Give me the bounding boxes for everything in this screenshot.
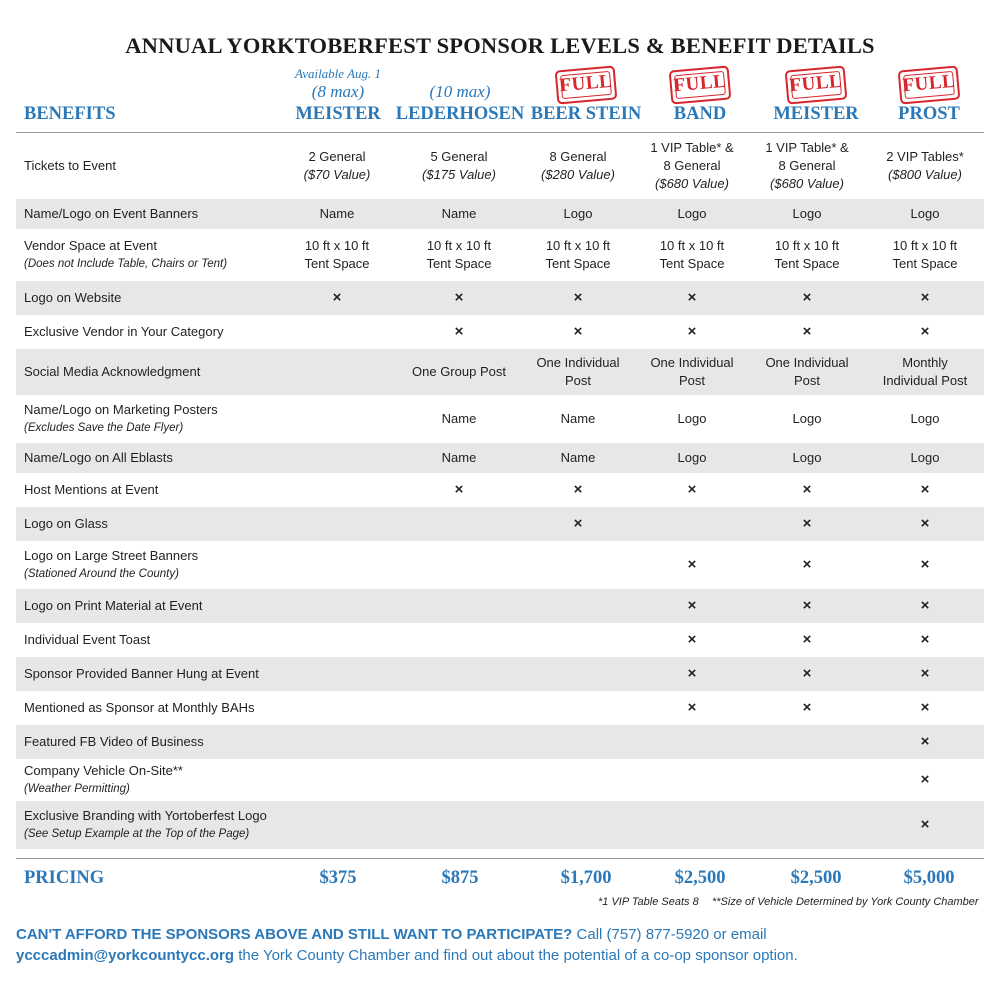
benefit-cell [398,349,520,395]
benefit-note: (Does not Include Table, Chairs or Tent) [24,258,228,270]
level-header [395,62,525,132]
cell-text: One Individual [765,355,849,370]
cell-text: 8 General [778,158,836,173]
cell-text: Logo [910,206,940,221]
check-x-icon: × [454,289,464,306]
cell-text: Name [441,450,477,465]
full-stamp: FULL [898,65,961,104]
cell-text: 8 General [549,149,607,164]
max-sponsors-note: (10 max) [429,82,491,101]
benefit-cell [520,133,636,199]
benefit-cell [636,443,748,473]
benefit-row [16,589,984,623]
benefits-header: BENEFITS [24,104,116,124]
cell-text: Name [319,206,355,221]
cell-text: Logo [677,206,707,221]
benefit-cell [636,281,748,315]
cell-text: ($280 Value) [541,167,615,182]
level-price: $875 [441,868,479,888]
benefit-row [16,691,984,725]
benefit-cell [748,395,866,443]
benefit-cell [636,507,748,541]
benefit-cell [276,657,398,691]
cell-text: Logo [792,206,822,221]
check-x-icon: × [802,665,812,682]
cell-text: Individual Post [882,373,968,388]
benefit-note: (Weather Permitting) [24,783,130,795]
check-x-icon: × [920,515,930,532]
level-name: LEDERHOSEN [395,104,525,124]
benefit-cell [520,657,636,691]
benefit-cell [398,473,520,507]
benefit-cell [866,315,984,349]
benefit-label [16,623,276,657]
benefit-name: Featured FB Video of Business [24,734,204,749]
benefit-cell [520,691,636,725]
check-x-icon: × [802,481,812,498]
check-x-icon: × [687,699,697,716]
cell-text: 1 VIP Table* & [765,140,849,155]
cell-text: Logo [563,206,593,221]
benefit-label [16,395,276,443]
check-x-icon: × [802,515,812,532]
benefit-cell [636,395,748,443]
cell-text: Name [441,411,477,426]
pricing-divider [16,858,984,859]
benefit-cell [748,759,866,801]
benefit-cell [748,657,866,691]
benefit-cell [520,589,636,623]
benefit-cell [636,657,748,691]
check-x-icon: × [687,481,697,498]
benefit-label [16,443,276,473]
benefit-cell [276,541,398,589]
max-sponsors-note: (8 max) [311,82,365,101]
check-x-icon: × [573,289,583,306]
benefit-row [16,133,984,199]
benefit-cell [636,349,748,395]
benefit-label [16,759,276,801]
benefit-cell [520,541,636,589]
benefit-cell [748,133,866,199]
benefit-cell [276,443,398,473]
check-x-icon: × [802,289,812,306]
benefit-label [16,229,276,281]
benefit-cell [276,349,398,395]
cell-text: ($800 Value) [888,167,962,182]
check-x-icon: × [920,816,930,833]
benefit-cell [398,541,520,589]
benefit-cell [520,315,636,349]
benefit-cell [748,281,866,315]
check-x-icon: × [573,323,583,340]
email-link[interactable]: ycccadmin@yorkcountycc.org [16,947,235,964]
benefit-cell [748,473,866,507]
benefit-cell [520,199,636,229]
footnote-vip-table: *1 VIP Table Seats 8 [598,896,699,908]
benefit-cell [520,229,636,281]
benefit-cell [276,229,398,281]
benefit-cell [636,759,748,801]
benefit-cell [748,507,866,541]
benefit-cell [866,541,984,589]
callout-text-1: Call (757) 877-5920 or email [572,926,767,943]
check-x-icon: × [920,289,930,306]
benefit-note: (Excludes Save the Date Flyer) [24,422,184,434]
benefit-cell [866,507,984,541]
check-x-icon: × [802,556,812,573]
benefit-cell [276,725,398,759]
benefit-name: Logo on Print Material at Event [24,598,203,613]
level-name: PROST [898,104,960,124]
benefit-row [16,725,984,759]
benefit-cell [398,801,520,849]
cell-text: Logo [910,450,940,465]
benefit-label [16,801,276,849]
benefit-cell [636,315,748,349]
benefit-name: Individual Event Toast [24,632,151,647]
full-stamp: FULL [555,65,618,104]
benefit-cell [276,623,398,657]
benefit-cell [520,473,636,507]
benefit-cell [276,801,398,849]
callout-text-2: the York County Chamber and find out about the potential of a co-op sponsor option. [234,947,798,964]
check-x-icon: × [454,481,464,498]
benefit-row [16,229,984,281]
level-header [526,62,646,132]
benefit-cell [276,395,398,443]
benefit-name: Name/Logo on All Eblasts [24,450,173,465]
check-x-icon: × [920,481,930,498]
check-x-icon: × [454,323,464,340]
check-x-icon: × [687,597,697,614]
check-x-icon: × [687,631,697,648]
check-x-icon: × [920,556,930,573]
benefit-name: Name/Logo on Marketing Posters [24,402,218,417]
benefit-cell [748,725,866,759]
benefit-cell [520,623,636,657]
benefit-cell [398,759,520,801]
benefit-cell [276,199,398,229]
benefit-note: (Stationed Around the County) [24,568,179,580]
benefit-cell [520,725,636,759]
benefit-cell [748,541,866,589]
benefit-cell [866,199,984,229]
benefit-label [16,315,276,349]
benefit-cell [866,725,984,759]
benefit-note: (See Setup Example at the Top of the Page) [24,828,250,840]
cell-text: ($175 Value) [422,167,496,182]
check-x-icon: × [687,556,697,573]
cell-text: Tent Space [304,256,370,271]
benefit-label [16,281,276,315]
benefit-row [16,623,984,657]
cell-text: Logo [792,450,822,465]
cell-text: 2 VIP Tables* [886,149,964,164]
page-title: ANNUAL YORKTOBERFEST SPONSOR LEVELS & BENEFIT DETAILS [125,33,875,58]
benefit-cell [636,229,748,281]
benefit-cell [520,395,636,443]
benefit-cell [398,199,520,229]
benefit-row [16,541,984,589]
benefit-cell [398,623,520,657]
benefit-cell [398,281,520,315]
benefit-name: Vendor Space at Event [24,238,157,253]
cell-text: 10 ft x 10 ft [892,238,958,253]
benefit-cell [398,507,520,541]
benefit-cell [636,133,748,199]
benefit-row [16,801,984,849]
check-x-icon: × [687,665,697,682]
benefit-cell [866,395,984,443]
benefits-table [16,133,984,849]
check-x-icon: × [687,289,697,306]
benefit-cell [866,691,984,725]
benefit-cell [276,759,398,801]
level-header [756,62,876,132]
cell-text: Post [793,373,820,388]
pricing-label: PRICING [24,868,105,888]
footnote-vehicle: **Size of Vehicle Determined by York County Chamber [712,896,979,908]
benefit-cell [520,801,636,849]
level-name: MEISTER [773,104,859,124]
cell-text: Post [678,373,705,388]
benefit-cell [636,801,748,849]
cell-text: Logo [910,411,940,426]
benefit-cell [866,657,984,691]
benefit-cell [276,473,398,507]
level-price: $375 [319,868,357,888]
benefit-row [16,759,984,801]
cell-text: 1 VIP Table* & [650,140,734,155]
cell-text: 8 General [663,158,721,173]
benefit-row [16,349,984,395]
cell-text: 2 General [308,149,366,164]
cell-text: Tent Space [892,256,958,271]
callout-heading: CAN'T AFFORD THE SPONSORS ABOVE AND STILL WANT TO PARTICIPATE? [16,926,573,943]
cell-text: Tent Space [545,256,611,271]
benefit-row [16,507,984,541]
cell-text: One Group Post [412,364,506,379]
availability-note: Available Aug. 1 [294,66,382,81]
benefit-cell [866,623,984,657]
cell-text: Name [560,450,596,465]
benefit-cell [276,315,398,349]
check-x-icon: × [920,771,930,788]
cell-text: Logo [677,411,707,426]
benefit-label [16,473,276,507]
benefit-name: Mentioned as Sponsor at Monthly BAHs [24,700,255,715]
benefit-name: Logo on Large Street Banners [24,548,199,563]
benefit-cell [636,199,748,229]
check-x-icon: × [802,597,812,614]
check-x-icon: × [802,631,812,648]
benefit-label [16,691,276,725]
benefit-cell [276,507,398,541]
benefit-cell [748,229,866,281]
cell-text: 10 ft x 10 ft [659,238,725,253]
benefit-cell [866,759,984,801]
benefit-name: Logo on Glass [24,516,108,531]
benefit-cell [636,589,748,623]
benefit-name: Sponsor Provided Banner Hung at Event [24,666,259,681]
benefit-row [16,281,984,315]
benefit-name: Company Vehicle On-Site** [24,763,183,778]
level-price: $2,500 [790,868,842,888]
cell-text: 10 ft x 10 ft [304,238,370,253]
benefit-label [16,199,276,229]
benefit-cell [866,473,984,507]
benefit-cell [748,315,866,349]
benefit-label [16,725,276,759]
level-name: BAND [673,104,727,124]
cell-text: One Individual [536,355,620,370]
cell-text: Post [564,373,591,388]
co-op-callout [16,924,986,966]
benefit-cell [276,281,398,315]
benefit-cell [276,589,398,623]
cell-text: Tent Space [774,256,840,271]
level-price: $5,000 [903,868,955,888]
cell-text: Logo [677,450,707,465]
benefit-cell [398,725,520,759]
check-x-icon: × [802,699,812,716]
benefit-cell [866,229,984,281]
benefit-cell [276,691,398,725]
benefit-name: Exclusive Vendor in Your Category [24,324,224,339]
full-stamp: FULL [785,65,848,104]
benefit-cell [866,589,984,623]
level-header [869,62,989,132]
benefit-row [16,473,984,507]
benefit-row [16,443,984,473]
benefit-label [16,133,276,199]
level-header [278,62,398,132]
cell-text: ($680 Value) [655,176,729,191]
cell-text: One Individual [650,355,734,370]
benefit-cell [636,691,748,725]
benefit-cell [398,691,520,725]
check-x-icon: × [802,323,812,340]
benefit-cell [748,801,866,849]
benefit-cell [398,133,520,199]
benefit-cell [520,281,636,315]
check-x-icon: × [920,665,930,682]
benefit-name: Exclusive Branding with Yortoberfest Logo [24,808,267,823]
check-x-icon: × [920,323,930,340]
check-x-icon: × [920,699,930,716]
check-x-icon: × [920,631,930,648]
benefit-name: Social Media Acknowledgment [24,364,201,379]
benefit-row [16,315,984,349]
benefit-cell [748,443,866,473]
benefit-label [16,349,276,395]
cell-text: ($680 Value) [770,176,844,191]
benefit-cell [398,395,520,443]
cell-text: Tent Space [426,256,492,271]
benefit-name: Host Mentions at Event [24,482,159,497]
benefit-cell [398,443,520,473]
benefit-cell [398,657,520,691]
benefit-cell [636,541,748,589]
benefit-cell [520,759,636,801]
benefit-cell [276,133,398,199]
cell-text: Name [441,206,477,221]
check-x-icon: × [920,597,930,614]
benefit-cell [636,623,748,657]
benefit-cell [748,349,866,395]
cell-text: Name [560,411,596,426]
level-header [640,62,760,132]
benefit-name: Name/Logo on Event Banners [24,206,199,221]
benefit-cell [398,229,520,281]
benefit-cell [866,801,984,849]
cell-text: Monthly [902,355,948,370]
benefit-label [16,657,276,691]
check-x-icon: × [573,481,583,498]
benefit-cell [866,443,984,473]
benefit-cell [520,349,636,395]
benefit-cell [866,349,984,395]
level-price: $1,700 [560,868,612,888]
benefit-cell [520,507,636,541]
benefit-cell [748,691,866,725]
cell-text: 5 General [430,149,488,164]
level-name: BEER STEIN [530,104,642,124]
benefit-cell [398,589,520,623]
benefit-row [16,657,984,691]
cell-text: 10 ft x 10 ft [426,238,492,253]
benefit-cell [398,315,520,349]
benefit-row [16,395,984,443]
check-x-icon: × [687,323,697,340]
benefit-cell [520,443,636,473]
check-x-icon: × [573,515,583,532]
benefit-cell [636,725,748,759]
benefit-cell [866,281,984,315]
benefit-label [16,541,276,589]
benefit-row [16,199,984,229]
cell-text: ($70 Value) [303,167,371,182]
benefit-cell [748,589,866,623]
check-x-icon: × [920,733,930,750]
benefit-name: Logo on Website [24,290,122,305]
cell-text: 10 ft x 10 ft [545,238,611,253]
benefit-cell [636,473,748,507]
cell-text: Logo [792,411,822,426]
cell-text: Tent Space [659,256,725,271]
level-name: MEISTER [295,104,381,124]
benefit-cell [748,623,866,657]
cell-text: 10 ft x 10 ft [774,238,840,253]
level-price: $2,500 [674,868,726,888]
benefit-label [16,589,276,623]
benefit-cell [866,133,984,199]
full-stamp: FULL [669,65,732,104]
check-x-icon: × [332,289,342,306]
benefit-name: Tickets to Event [24,158,116,173]
benefit-label [16,507,276,541]
benefit-cell [748,199,866,229]
